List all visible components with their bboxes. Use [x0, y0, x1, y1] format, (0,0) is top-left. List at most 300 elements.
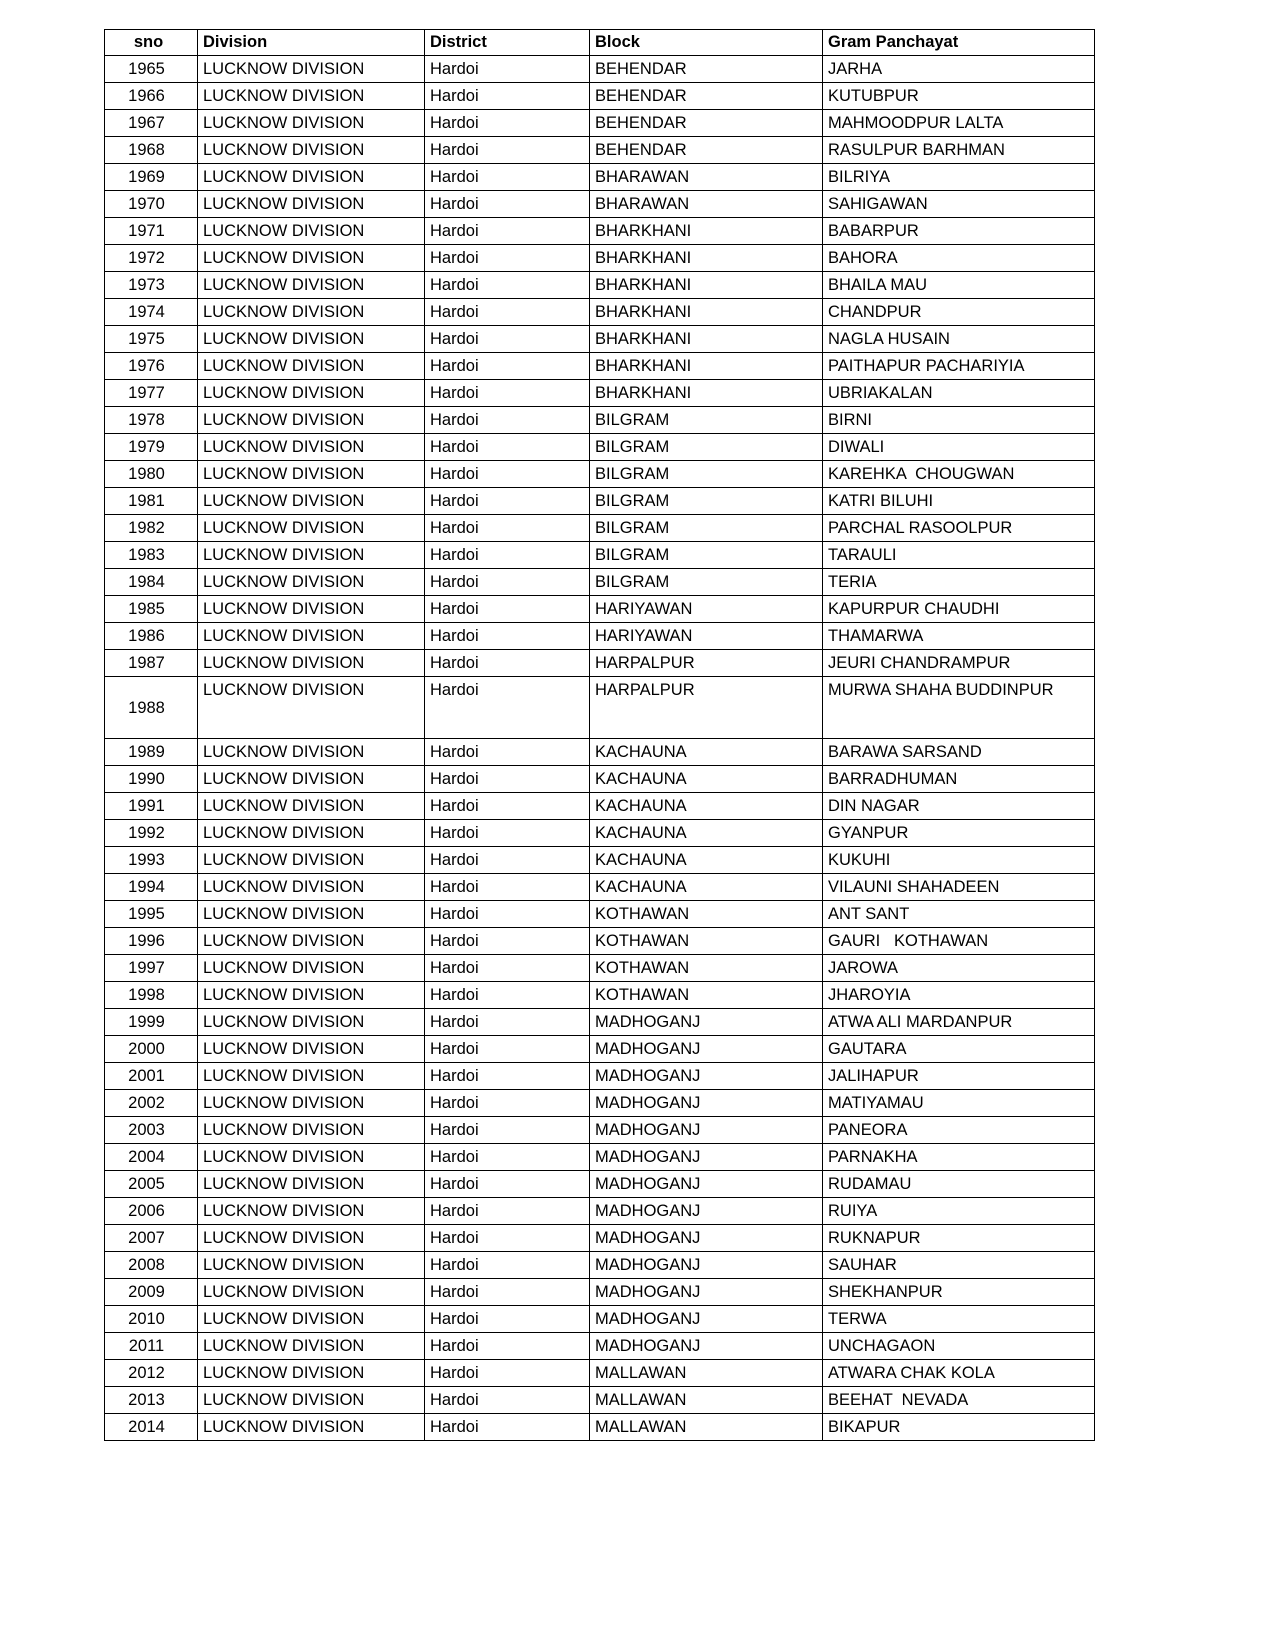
cell-block: MADHOGANJ	[590, 1252, 823, 1279]
cell-block: MALLAWAN	[590, 1360, 823, 1387]
cell-gram-panchayat	[823, 1279, 1095, 1306]
cell-block: MADHOGANJ	[590, 1090, 823, 1117]
cell-block: BHARKHANI	[590, 245, 823, 272]
table-row	[105, 380, 1095, 407]
cell-gram-panchayat	[823, 1090, 1095, 1117]
cell-division: LUCKNOW DIVISION	[198, 766, 425, 793]
cell-district: Hardoi	[425, 1252, 590, 1279]
cell-sno: 1976	[105, 353, 198, 380]
table-row	[105, 1198, 1095, 1225]
cell-district: Hardoi	[425, 461, 590, 488]
table-row	[105, 488, 1095, 515]
gram-panchayat-text: DIN NAGAR	[828, 797, 920, 815]
cell-division: LUCKNOW DIVISION	[198, 461, 425, 488]
table-row	[105, 1144, 1095, 1171]
cell-district: Hardoi	[425, 793, 590, 820]
table-row	[105, 874, 1095, 901]
column-header-block: Block	[590, 30, 823, 56]
cell-gram-panchayat	[823, 677, 1095, 739]
table-row	[105, 83, 1095, 110]
cell-sno: 2005	[105, 1171, 198, 1198]
cell-district: Hardoi	[425, 299, 590, 326]
cell-gram-panchayat	[823, 380, 1095, 407]
cell-gram-panchayat	[823, 1063, 1095, 1090]
cell-gram-panchayat	[823, 434, 1095, 461]
cell-sno: 2007	[105, 1225, 198, 1252]
table-row	[105, 299, 1095, 326]
cell-sno: 1968	[105, 137, 198, 164]
cell-district: Hardoi	[425, 110, 590, 137]
cell-block: BHARAWAN	[590, 164, 823, 191]
gram-panchayat-text: BAHORA	[828, 249, 898, 267]
cell-district: Hardoi	[425, 515, 590, 542]
table-row	[105, 164, 1095, 191]
cell-district: Hardoi	[425, 596, 590, 623]
table-row	[105, 1414, 1095, 1441]
cell-division: LUCKNOW DIVISION	[198, 1387, 425, 1414]
cell-district: Hardoi	[425, 1144, 590, 1171]
cell-gram-panchayat	[823, 901, 1095, 928]
gram-panchayat-text: BIKAPUR	[828, 1418, 901, 1436]
cell-district: Hardoi	[425, 1117, 590, 1144]
cell-block: MADHOGANJ	[590, 1117, 823, 1144]
cell-district: Hardoi	[425, 434, 590, 461]
cell-gram-panchayat	[823, 623, 1095, 650]
table-row	[105, 1063, 1095, 1090]
cell-sno: 1979	[105, 434, 198, 461]
cell-gram-panchayat	[823, 137, 1095, 164]
cell-division: LUCKNOW DIVISION	[198, 1171, 425, 1198]
table-row	[105, 110, 1095, 137]
cell-block: BHARKHANI	[590, 272, 823, 299]
table-header	[105, 30, 1095, 56]
cell-gram-panchayat	[823, 955, 1095, 982]
table-row	[105, 326, 1095, 353]
cell-gram-panchayat	[823, 488, 1095, 515]
gram-panchayat-text: BARRADHUMAN	[828, 770, 958, 788]
cell-sno: 2008	[105, 1252, 198, 1279]
cell-gram-panchayat	[823, 1198, 1095, 1225]
cell-block: MADHOGANJ	[590, 1009, 823, 1036]
cell-division: LUCKNOW DIVISION	[198, 1306, 425, 1333]
cell-sno: 2001	[105, 1063, 198, 1090]
gram-panchayat-text: JALIHAPUR	[828, 1067, 919, 1085]
cell-division: LUCKNOW DIVISION	[198, 569, 425, 596]
gram-panchayat-text: KUKUHI	[828, 851, 891, 869]
cell-block: KACHAUNA	[590, 847, 823, 874]
table-row	[105, 515, 1095, 542]
gram-panchayat-text: VILAUNI SHAHADEEN	[828, 878, 1000, 896]
cell-sno: 1999	[105, 1009, 198, 1036]
cell-sno: 1998	[105, 982, 198, 1009]
cell-district: Hardoi	[425, 353, 590, 380]
gram-panchayat-text: SHEKHANPUR	[828, 1283, 943, 1301]
cell-district: Hardoi	[425, 326, 590, 353]
cell-sno: 1970	[105, 191, 198, 218]
cell-district: Hardoi	[425, 1306, 590, 1333]
cell-gram-panchayat	[823, 461, 1095, 488]
cell-gram-panchayat	[823, 272, 1095, 299]
cell-block: BEHENDAR	[590, 56, 823, 83]
cell-block: BEHENDAR	[590, 110, 823, 137]
cell-division: LUCKNOW DIVISION	[198, 820, 425, 847]
cell-gram-panchayat	[823, 326, 1095, 353]
cell-gram-panchayat	[823, 1117, 1095, 1144]
column-header-gram-panchayat: Gram Panchayat	[823, 30, 1095, 56]
cell-block: KOTHAWAN	[590, 955, 823, 982]
cell-gram-panchayat	[823, 650, 1095, 677]
cell-sno: 1969	[105, 164, 198, 191]
table-row	[105, 596, 1095, 623]
gram-panchayat-text: UBRIAKALAN	[828, 384, 933, 402]
table-row	[105, 569, 1095, 596]
cell-sno: 1987	[105, 650, 198, 677]
cell-gram-panchayat	[823, 569, 1095, 596]
cell-division: LUCKNOW DIVISION	[198, 164, 425, 191]
table-row	[105, 542, 1095, 569]
gram-panchayat-text: RUKNAPUR	[828, 1229, 921, 1247]
cell-gram-panchayat	[823, 407, 1095, 434]
cell-division: LUCKNOW DIVISION	[198, 137, 425, 164]
cell-division: LUCKNOW DIVISION	[198, 542, 425, 569]
table-row	[105, 928, 1095, 955]
cell-division: LUCKNOW DIVISION	[198, 901, 425, 928]
cell-gram-panchayat	[823, 1387, 1095, 1414]
cell-district: Hardoi	[425, 569, 590, 596]
table-row	[105, 820, 1095, 847]
gram-panchayat-text: BIRNI	[828, 411, 873, 429]
cell-gram-panchayat	[823, 1171, 1095, 1198]
gram-panchayat-text: RUDAMAU	[828, 1175, 912, 1193]
cell-gram-panchayat	[823, 874, 1095, 901]
cell-sno: 1973	[105, 272, 198, 299]
cell-gram-panchayat	[823, 245, 1095, 272]
cell-block: KACHAUNA	[590, 739, 823, 766]
table-row	[105, 982, 1095, 1009]
gram-panchayat-text: BABARPUR	[828, 222, 919, 240]
cell-sno: 2014	[105, 1414, 198, 1441]
table-row	[105, 218, 1095, 245]
cell-gram-panchayat	[823, 56, 1095, 83]
cell-gram-panchayat	[823, 982, 1095, 1009]
cell-district: Hardoi	[425, 380, 590, 407]
cell-sno: 1997	[105, 955, 198, 982]
table-header-row	[105, 30, 1095, 56]
cell-district: Hardoi	[425, 1414, 590, 1441]
cell-block: BEHENDAR	[590, 83, 823, 110]
cell-district: Hardoi	[425, 766, 590, 793]
cell-division: LUCKNOW DIVISION	[198, 272, 425, 299]
cell-sno: 1988	[105, 677, 198, 739]
cell-district: Hardoi	[425, 191, 590, 218]
cell-sno: 1995	[105, 901, 198, 928]
gram-panchayat-text: BILRIYA	[828, 168, 891, 186]
gram-panchayat-text: GAUTARA	[828, 1040, 907, 1058]
cell-district: Hardoi	[425, 650, 590, 677]
gram-panchayat-text: TARAULI	[828, 546, 897, 564]
gram-panchayat-text: PARNAKHA	[828, 1148, 918, 1166]
cell-gram-panchayat	[823, 820, 1095, 847]
table-row	[105, 434, 1095, 461]
cell-district: Hardoi	[425, 218, 590, 245]
table-row	[105, 1387, 1095, 1414]
table-row	[105, 793, 1095, 820]
cell-gram-panchayat	[823, 739, 1095, 766]
cell-block: BEHENDAR	[590, 137, 823, 164]
cell-district: Hardoi	[425, 820, 590, 847]
cell-sno: 1991	[105, 793, 198, 820]
cell-gram-panchayat	[823, 542, 1095, 569]
cell-sno: 1975	[105, 326, 198, 353]
gram-panchayat-text: RUIYA	[828, 1202, 878, 1220]
cell-sno: 2002	[105, 1090, 198, 1117]
cell-block: MADHOGANJ	[590, 1171, 823, 1198]
cell-sno: 2006	[105, 1198, 198, 1225]
cell-district: Hardoi	[425, 1333, 590, 1360]
cell-block: MADHOGANJ	[590, 1144, 823, 1171]
gram-panchayat-text: PARCHAL RASOOLPUR	[828, 519, 1013, 537]
cell-division: LUCKNOW DIVISION	[198, 623, 425, 650]
cell-division: LUCKNOW DIVISION	[198, 1036, 425, 1063]
cell-sno: 1996	[105, 928, 198, 955]
gram-panchayat-text: JEURI CHANDRAMPUR	[828, 654, 1011, 672]
gram-panchayat-text: KATRI BILUHI	[828, 492, 934, 510]
cell-district: Hardoi	[425, 272, 590, 299]
gram-panchayat-text: MAHMOODPUR LALTA	[828, 114, 1004, 132]
cell-block: KACHAUNA	[590, 766, 823, 793]
cell-division: LUCKNOW DIVISION	[198, 380, 425, 407]
cell-gram-panchayat	[823, 299, 1095, 326]
cell-gram-panchayat	[823, 191, 1095, 218]
cell-gram-panchayat	[823, 1306, 1095, 1333]
cell-sno: 1978	[105, 407, 198, 434]
cell-sno: 1977	[105, 380, 198, 407]
cell-block: MADHOGANJ	[590, 1333, 823, 1360]
cell-division: LUCKNOW DIVISION	[198, 955, 425, 982]
cell-division: LUCKNOW DIVISION	[198, 1225, 425, 1252]
cell-district: Hardoi	[425, 1036, 590, 1063]
cell-block: BILGRAM	[590, 461, 823, 488]
column-header-sno: sno	[105, 30, 198, 56]
cell-sno: 1986	[105, 623, 198, 650]
gram-panchayat-text: SAHIGAWAN	[828, 195, 928, 213]
cell-division: LUCKNOW DIVISION	[198, 353, 425, 380]
cell-block: KACHAUNA	[590, 874, 823, 901]
gram-panchayat-text: JAROWA	[828, 959, 898, 977]
cell-district: Hardoi	[425, 245, 590, 272]
table-row	[105, 1225, 1095, 1252]
gram-panchayat-text: UNCHAGAON	[828, 1337, 936, 1355]
cell-block: BILGRAM	[590, 407, 823, 434]
cell-division: LUCKNOW DIVISION	[198, 1063, 425, 1090]
cell-division: LUCKNOW DIVISION	[198, 218, 425, 245]
table-row	[105, 847, 1095, 874]
gram-panchayat-text: ATWARA CHAK KOLA	[828, 1364, 995, 1382]
cell-district: Hardoi	[425, 847, 590, 874]
table-row	[105, 1171, 1095, 1198]
gram-panchayat-text: KAREHKA CHOUGWAN	[828, 465, 1015, 483]
gram-panchayat-text: NAGLA HUSAIN	[828, 330, 950, 348]
gram-panchayat-text: PANEORA	[828, 1121, 908, 1139]
cell-district: Hardoi	[425, 1225, 590, 1252]
table-row	[105, 191, 1095, 218]
cell-district: Hardoi	[425, 739, 590, 766]
cell-district: Hardoi	[425, 901, 590, 928]
cell-district: Hardoi	[425, 488, 590, 515]
cell-block: BILGRAM	[590, 515, 823, 542]
cell-division: LUCKNOW DIVISION	[198, 874, 425, 901]
cell-division: LUCKNOW DIVISION	[198, 1117, 425, 1144]
cell-block: BHARKHANI	[590, 353, 823, 380]
gram-panchayat-text: ANT SANT	[828, 905, 910, 923]
cell-block: MADHOGANJ	[590, 1225, 823, 1252]
cell-sno: 1984	[105, 569, 198, 596]
cell-district: Hardoi	[425, 1171, 590, 1198]
cell-sno: 2010	[105, 1306, 198, 1333]
cell-sno: 2000	[105, 1036, 198, 1063]
table-row	[105, 353, 1095, 380]
cell-block: MADHOGANJ	[590, 1063, 823, 1090]
cell-block: BILGRAM	[590, 542, 823, 569]
cell-district: Hardoi	[425, 542, 590, 569]
gram-panchayat-text: BHAILA MAU	[828, 276, 928, 294]
table-row	[105, 407, 1095, 434]
table-row	[105, 56, 1095, 83]
cell-division: LUCKNOW DIVISION	[198, 739, 425, 766]
cell-division: LUCKNOW DIVISION	[198, 1414, 425, 1441]
cell-division: LUCKNOW DIVISION	[198, 1009, 425, 1036]
cell-block: KACHAUNA	[590, 820, 823, 847]
cell-division: LUCKNOW DIVISION	[198, 1252, 425, 1279]
cell-gram-panchayat	[823, 1009, 1095, 1036]
cell-block: HARIYAWAN	[590, 623, 823, 650]
table-row	[105, 1009, 1095, 1036]
gram-panchayat-text: TERWA	[828, 1310, 887, 1328]
cell-district: Hardoi	[425, 623, 590, 650]
cell-district: Hardoi	[425, 982, 590, 1009]
cell-sno: 1985	[105, 596, 198, 623]
cell-sno: 1967	[105, 110, 198, 137]
cell-gram-panchayat	[823, 847, 1095, 874]
cell-block: MADHOGANJ	[590, 1279, 823, 1306]
cell-division: LUCKNOW DIVISION	[198, 1333, 425, 1360]
cell-sno: 2013	[105, 1387, 198, 1414]
cell-division: LUCKNOW DIVISION	[198, 245, 425, 272]
table-row	[105, 1090, 1095, 1117]
cell-block: BILGRAM	[590, 569, 823, 596]
cell-district: Hardoi	[425, 1360, 590, 1387]
cell-sno: 2004	[105, 1144, 198, 1171]
cell-gram-panchayat	[823, 110, 1095, 137]
gram-panchayat-text: BARAWA SARSAND	[828, 743, 982, 761]
cell-block: BHARKHANI	[590, 299, 823, 326]
cell-district: Hardoi	[425, 83, 590, 110]
cell-division: LUCKNOW DIVISION	[198, 1144, 425, 1171]
cell-sno: 1990	[105, 766, 198, 793]
cell-district: Hardoi	[425, 677, 590, 739]
table-row	[105, 461, 1095, 488]
table-row	[105, 623, 1095, 650]
cell-gram-panchayat	[823, 793, 1095, 820]
cell-division: LUCKNOW DIVISION	[198, 299, 425, 326]
cell-division: LUCKNOW DIVISION	[198, 407, 425, 434]
cell-block: KOTHAWAN	[590, 901, 823, 928]
cell-division: LUCKNOW DIVISION	[198, 434, 425, 461]
gram-panchayat-text: GAURI KOTHAWAN	[828, 932, 989, 950]
cell-division: LUCKNOW DIVISION	[198, 488, 425, 515]
column-header-division: Division	[198, 30, 425, 56]
cell-sno: 2011	[105, 1333, 198, 1360]
cell-sno: 1992	[105, 820, 198, 847]
cell-division: LUCKNOW DIVISION	[198, 793, 425, 820]
cell-block: MALLAWAN	[590, 1414, 823, 1441]
table-row	[105, 650, 1095, 677]
cell-sno: 1993	[105, 847, 198, 874]
cell-gram-panchayat	[823, 1414, 1095, 1441]
cell-division: LUCKNOW DIVISION	[198, 677, 425, 739]
cell-gram-panchayat	[823, 353, 1095, 380]
cell-gram-panchayat	[823, 1252, 1095, 1279]
cell-division: LUCKNOW DIVISION	[198, 326, 425, 353]
cell-sno: 1972	[105, 245, 198, 272]
gram-panchayat-text: DIWALI	[828, 438, 885, 456]
cell-gram-panchayat	[823, 928, 1095, 955]
table-row	[105, 901, 1095, 928]
cell-gram-panchayat	[823, 1333, 1095, 1360]
column-header-district: District	[425, 30, 590, 56]
gram-panchayat-text: BEEHAT NEVADA	[828, 1391, 969, 1409]
cell-division: LUCKNOW DIVISION	[198, 83, 425, 110]
cell-sno: 2012	[105, 1360, 198, 1387]
table-row	[105, 1252, 1095, 1279]
cell-sno: 1982	[105, 515, 198, 542]
cell-district: Hardoi	[425, 928, 590, 955]
cell-block: MADHOGANJ	[590, 1198, 823, 1225]
cell-sno: 1965	[105, 56, 198, 83]
table-row	[105, 1036, 1095, 1063]
gram-panchayat-text: PAITHAPUR PACHARIYIA	[828, 357, 1025, 375]
cell-division: LUCKNOW DIVISION	[198, 1279, 425, 1306]
cell-district: Hardoi	[425, 407, 590, 434]
cell-block: MADHOGANJ	[590, 1306, 823, 1333]
cell-gram-panchayat	[823, 1225, 1095, 1252]
cell-sno: 1983	[105, 542, 198, 569]
cell-sno: 1989	[105, 739, 198, 766]
cell-block: MADHOGANJ	[590, 1036, 823, 1063]
gram-panchayat-text: JARHA	[828, 60, 883, 78]
cell-gram-panchayat	[823, 164, 1095, 191]
table-row	[105, 1306, 1095, 1333]
gram-panchayat-text: MURWA SHAHA BUDDINPUR	[828, 681, 1054, 699]
cell-block: BHARAWAN	[590, 191, 823, 218]
cell-sno: 1994	[105, 874, 198, 901]
cell-block: BILGRAM	[590, 488, 823, 515]
gram-panchayat-text: GYANPUR	[828, 824, 909, 842]
cell-division: LUCKNOW DIVISION	[198, 847, 425, 874]
table-row	[105, 739, 1095, 766]
table-row	[105, 1360, 1095, 1387]
cell-sno: 1980	[105, 461, 198, 488]
cell-block: BHARKHANI	[590, 218, 823, 245]
table-row	[105, 766, 1095, 793]
cell-district: Hardoi	[425, 1063, 590, 1090]
gram-panchayat-text: ATWA ALI MARDANPUR	[828, 1013, 1013, 1031]
cell-district: Hardoi	[425, 1009, 590, 1036]
gram-panchayat-text: JHAROYIA	[828, 986, 911, 1004]
gram-panchayat-text: TERIA	[828, 573, 877, 591]
table-body	[105, 56, 1095, 1441]
table-row	[105, 1333, 1095, 1360]
